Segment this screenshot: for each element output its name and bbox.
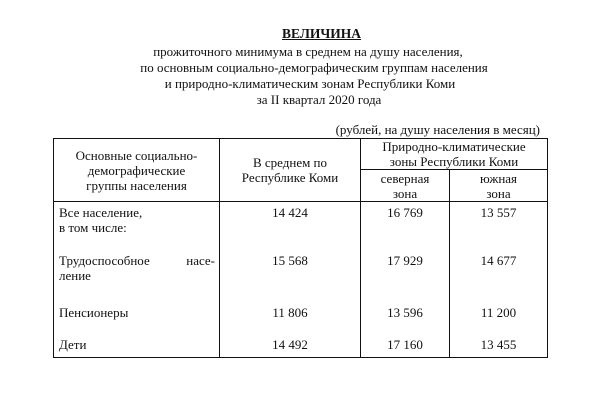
header-group-cell: Основные социально- демографические группы населения <box>54 139 220 202</box>
value-north: 17 929 <box>361 248 450 302</box>
value-south: 11 200 <box>450 302 548 334</box>
row-label: Пенсионеры <box>54 302 220 334</box>
document-title: ВЕЛИЧИНА <box>282 26 362 41</box>
value-north: 17 160 <box>361 334 450 358</box>
header-average-cell: В среднем по Республике Коми <box>220 139 361 202</box>
value-south: 13 557 <box>450 202 548 248</box>
value-average: 14 424 <box>220 202 361 248</box>
header-north-cell: северная зона <box>361 170 450 202</box>
value-average: 11 806 <box>220 302 361 334</box>
value-north: 13 596 <box>361 302 450 334</box>
row-label: Дети <box>54 334 220 358</box>
value-average: 14 492 <box>220 334 361 358</box>
value-south: 13 455 <box>450 334 548 358</box>
value-average: 15 568 <box>220 248 361 302</box>
table-row <box>54 248 548 302</box>
units-note: (рублей, на душу населения в месяц) <box>335 122 540 137</box>
row-label: Трудоспособное насе- ление <box>54 248 220 302</box>
header-south-cell: южная зона <box>450 170 548 202</box>
table-row <box>54 334 548 358</box>
value-south: 14 677 <box>450 248 548 302</box>
row-label: Все население, в том числе: <box>54 202 220 248</box>
table-row <box>54 302 548 334</box>
table-row <box>54 202 548 248</box>
value-north: 16 769 <box>361 202 450 248</box>
subsistence-table <box>53 138 548 358</box>
header-zones-cell: Природно-климатические зоны Республики Коми <box>361 139 548 170</box>
